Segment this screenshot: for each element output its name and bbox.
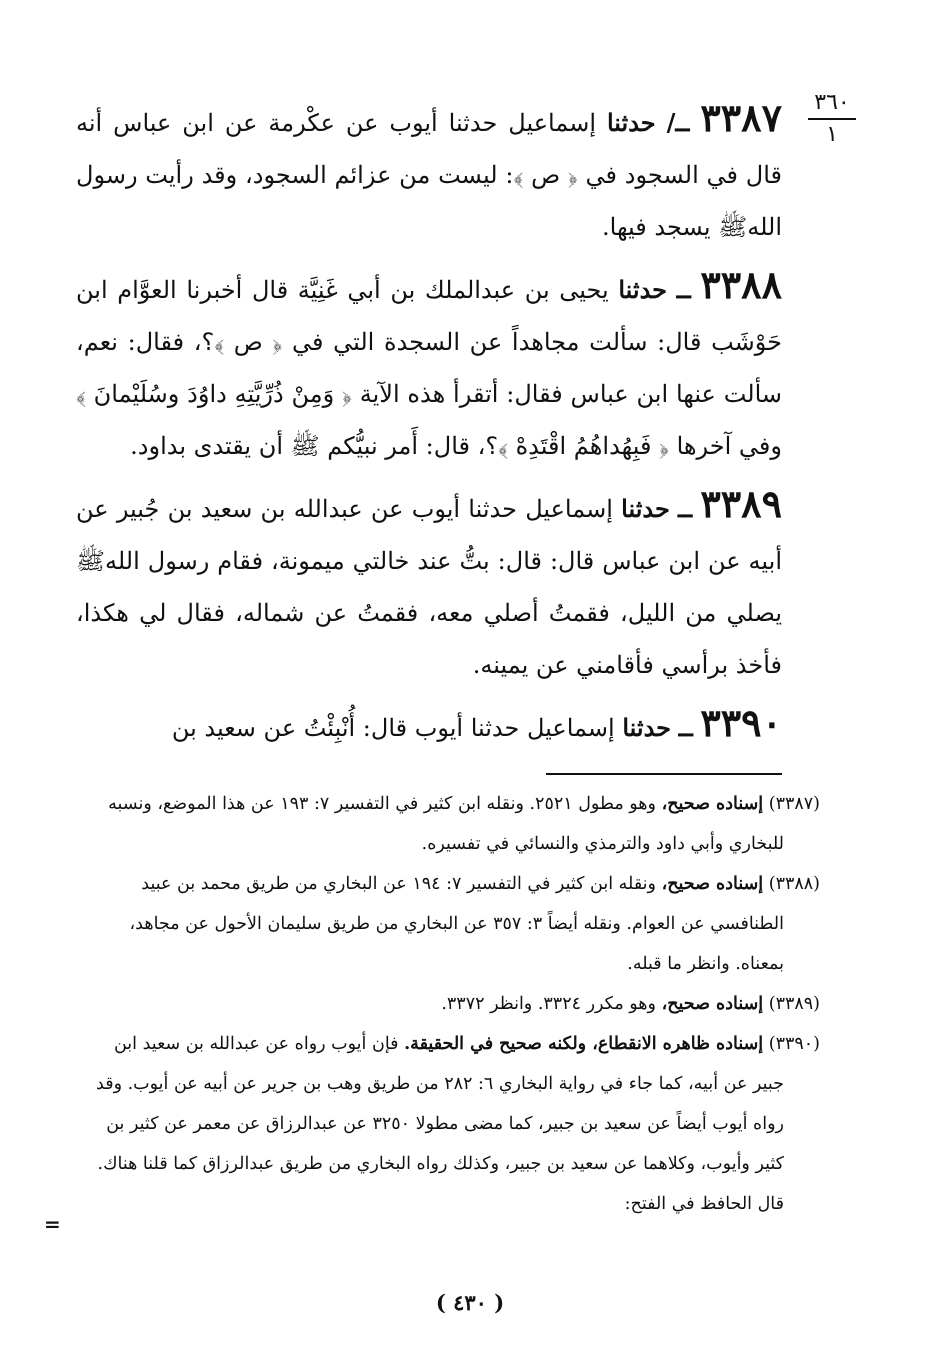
- hadith-3389: [76, 478, 782, 691]
- footnote-divider: [546, 773, 782, 775]
- footnote-ref: (٣٣٨٨): [768, 874, 820, 894]
- margin-line-ref: ١: [826, 122, 838, 147]
- hadith-separator: ــ: [678, 494, 693, 523]
- hadith-separator: ــ: [678, 713, 693, 742]
- margin-reference: [802, 88, 862, 150]
- footnote-3388: [78, 864, 820, 984]
- hadith-text: إسماعيل حدثنا أيوب عن عبدالله بن سعيد بن جُبير عن أبيه عن ابن عباس قال: قال: بتُّ عند خالتي ميمونة، فقام رسول اللهﷺ يصلي من الليل، فقمتُ أصلي معه، فقمتُ عن شماله، فقال لي هكذا، فأخذ برأسي فأقامني عن يمينه.: [76, 495, 782, 679]
- hadith-lead-word: حدثنا: [621, 494, 670, 523]
- footnote-text: ونقله ابن كثير في التفسير ٧: ١٩٤ عن البخاري من طريق محمد بن عبيد الطنافسي عن العوام. ونقله أيضاً ٣: ٣٥٧ عن البخاري من طريق سليمان الأحول عن مجاهد، بمعناه. وانظر ما قبله.: [129, 874, 784, 974]
- footnote-text: فإن أيوب رواه عن عبدالله بن سعيد ابن جبير عن أبيه، كما جاء في رواية البخاري ٦: ٢٨٢ من طريق وهب بن جرير عن أبيه عن أيوب. وقد رواه أيوب أيضاً عن سعيد بن جبير، كما مضى مطولا ٣٢٥٠ عن عبدالرزاق عن معمر عن كثير بن كثير وأيوب، وكلاهما عن سعيد بن جبير، وكذلك رواه البخاري من طريق عبدالرزاق كما قلنا هناك. قال الحافظ في الفتح:: [96, 1034, 784, 1214]
- footnotes: [78, 784, 820, 1224]
- hadith-text: إسماعيل حدثنا أيوب قال: أُنْبِئْتُ عن سعيد بن: [171, 714, 615, 742]
- hadith-3390: [76, 697, 782, 754]
- hadith-number: ٣٣٨٩: [700, 481, 782, 526]
- hadith-number: ٣٣٨٧: [700, 95, 782, 140]
- hadith-text: يحيى بن عبدالملك بن أبي غَنِيَّة قال أخبرنا العوَّام ابن حَوْشَب قال: سألت مجاهداً عن السجدة التي في ﴿ ص ﴾؟، فقال: نعم، سألت عنها ابن عباس فقال: أتقرأ هذه الآية ﴿ وَمِنْ ذُرِّيَّتِهِ داوُدَ وسُلَيْمانَ ﴾ وفي آخرها ﴿ فَبِهُداهُمُ اقْتَدِهْ ﴾؟، قال: أَمر نبيُّكم ﷺ أن يقتدى بداود.: [76, 276, 782, 460]
- footnote-verdict: إسناده صحيح،: [661, 994, 764, 1014]
- footnote-3387: [78, 784, 820, 864]
- footnote-ref: (٣٣٨٩): [768, 994, 820, 1014]
- footnote-3390: [78, 1024, 820, 1224]
- footnote-verdict: إسناده ظاهره الانقطاع، ولكنه صحيح في الحقيقة.: [404, 1034, 764, 1054]
- hadith-number: ٣٣٩٠: [700, 700, 782, 745]
- hadith-number: ٣٣٨٨: [700, 262, 782, 307]
- margin-page-ref: ٣٦٠: [808, 88, 855, 120]
- page-number: ( ٤٣٠ ): [435, 1290, 505, 1315]
- hadith-lead-word: حدثنا: [618, 275, 668, 304]
- hadith-3388: [76, 259, 782, 472]
- footnote-text: وهو مكرر ٣٣٢٤. وانظر ٣٣٧٢.: [441, 994, 656, 1014]
- hadith-lead-word: حدثنا: [622, 713, 672, 742]
- main-text: [76, 92, 782, 760]
- hadith-3387: [76, 92, 782, 253]
- hadith-separator: ــ: [676, 275, 691, 304]
- hadith-text: إسماعيل حدثنا أيوب عن عكْرمة عن ابن عباس أنه قال في السجود في ﴿ ص ﴾: ليست من عزائم السجود، وقد رأيت رسول اللهﷺ يسجد فيها.: [76, 109, 783, 241]
- footnote-ref: (٣٣٨٧): [768, 794, 820, 814]
- hadith-separator: ــ/: [666, 108, 690, 137]
- footnote-text: وهو مطول ٢٥٢١. ونقله ابن كثير في التفسير ٧: ١٩٣ عن هذا الموضع، ونسبه للبخاري وأبي داود والترمذي والنسائي في تفسيره.: [108, 794, 784, 854]
- footnote-verdict: إسناده صحيح،: [661, 794, 764, 814]
- footnote-3389: [78, 984, 820, 1024]
- hadith-lead-word: حدثنا: [606, 108, 656, 137]
- continuation-mark: =: [44, 1212, 61, 1236]
- footnote-ref: (٣٣٩٠): [768, 1034, 820, 1054]
- footnote-verdict: إسناده صحيح،: [661, 874, 764, 894]
